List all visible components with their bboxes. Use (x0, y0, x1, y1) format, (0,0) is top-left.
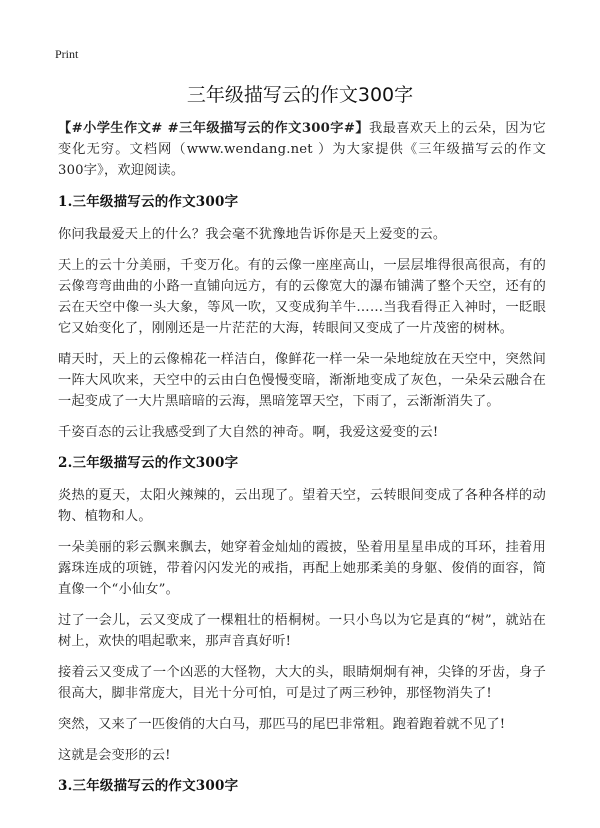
article-body (58, 118, 546, 808)
section-heading-2: 2.三年级描写云的作文300字 (58, 455, 239, 471)
section-heading-3: 3.三年级描写云的作文300字 (58, 778, 239, 794)
paragraph: 这就是会变形的云! (58, 748, 171, 763)
paragraph: 你问我最爱天上的什么？我会毫不犹豫地告诉你是天上爱变的云。 (58, 227, 447, 242)
print-link[interactable]: Print (55, 47, 79, 61)
paragraph: 过了一会儿，云又变成了一棵粗壮的梧桐树。一只小鸟以为它是真的“树”，就站在树上，欢快的唱起歌来，那声音真好听! (58, 613, 546, 649)
page-title: 三年级描写云的作文300字 (186, 84, 414, 106)
intro-text: 我最喜欢天上的云朵，因为它变化无穷。文档网（www.wendang.net ）为大家提供《三年级描写云的作文300字》，欢迎阅读。 (58, 121, 546, 178)
paragraph: 一朵美丽的彩云飘来飘去，她穿着金灿灿的霞披，坠着用星星串成的耳环，挂着用露珠连成的项链，带着闪闪发光的戒指，再配上她那柔美的身躯、俊俏的面容，简直像一个“小仙女”。 (58, 540, 546, 597)
paragraph: 天上的云十分美丽，千变万化。有的云像一座座高山，一层层堆得很高很高，有的云像弯弯曲曲的小路一直铺向远方，有的云像宽大的瀑布铺满了整个天空，还有的云在天空中像一头大象，等风一吹，又变成狗羊牛……当我看得正入神时，一眨眼它又始变化了，刚刚还是一片茫茫的大海，转眼间又变成了一片茂密的树林。 (58, 258, 546, 336)
intro-paragraph (58, 118, 546, 181)
intro-tags: 【#小学生作文# #三年级描写云的作文300字#】 (58, 121, 369, 136)
paragraph: 炎热的夏天，太阳火辣辣的，云出现了。望着天空，云转眼间变成了各种各样的动物、植物和人。 (58, 488, 546, 524)
paragraph: 晴天时，天上的云像棉花一样洁白，像鲜花一样一朵一朵地绽放在天空中，突然间一阵大风吹来，天空中的云由白色慢慢变暗，渐渐地变成了灰色，一朵朵云融合在一起变成了一大片黑暗暗的云海，黑暗笼罩天空，下雨了，云渐渐消失了。 (58, 352, 546, 409)
paragraph: 接着云又变成了一个凶恶的大怪物，大大的头，眼睛炯炯有神，尖锋的牙齿，身子很高大，脚非常庞大，目光十分可怕，可是过了两三秒钟，那怪物消失了! (58, 665, 546, 701)
paragraph: 突然，又来了一匹俊俏的大白马，那匹马的尾巴非常粗。跑着跑着就不见了! (58, 717, 506, 732)
section-heading-1: 1.三年级描写云的作文300字 (58, 194, 239, 210)
paragraph: 千姿百态的云让我感受到了大自然的神奇。啊，我爱这爱变的云! (58, 425, 439, 440)
